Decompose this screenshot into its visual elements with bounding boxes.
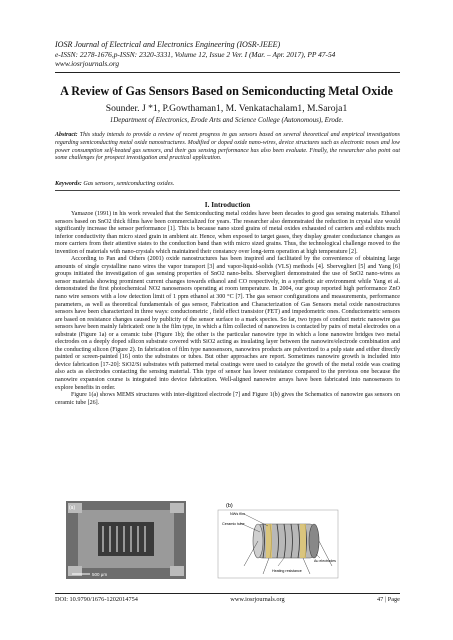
keywords <box>55 180 400 188</box>
callout-au-electrodes: Au electrodes <box>314 559 336 563</box>
paragraph-1: Yamazoe (1991) in his work revealed that the Semiconducting metal oxides have been decades to good gas sensing materials. Ethanol sensors based on SnO2 thick films have been commercialized for years. The researcher also demonstrated the reduction in crystal size would significantly increase the sensor performance [1]. This is because nano sized grains of metal oxides exhausted of carriers and exhibits much inferior conductivity than micro sized grain in ambient air. Hence, when exposed to target gases, they display greater conductance changes as more carriers from their attentive states to the conduction band than with micro sized grains. Thus, the technological challenge moved to the invention of materials with nano-crystals which maintained their constancy over long-term operation at high temperature [2]. <box>55 211 400 255</box>
footer-doi: DOI: 10.9790/1676-1202014754 <box>55 596 138 603</box>
tube-end <box>309 524 319 558</box>
au-electrode <box>266 524 272 558</box>
paragraph-3: Figure 1(a) shows MEMS structures with inter-digitized electrode [7] and Figure 1(b) gives the Schematics of nanowire gas sensors on ceramic tube [26]. <box>55 392 400 406</box>
journal-site[interactable]: www.iosrjournals.org <box>55 58 120 68</box>
footer-site[interactable]: www.iosrjournals.org <box>230 596 285 603</box>
paper-affiliation: 1Department of Electronics, Erode Arts and Science College (Autonomous), Erode. <box>109 116 344 124</box>
callout-heating-resistance: Heating resistance <box>272 569 302 573</box>
figure-1a <box>66 501 186 579</box>
scale-bar-label: 500 μm <box>92 572 108 577</box>
contact-pad <box>170 566 184 576</box>
body-text <box>55 211 400 407</box>
paper-authors: Sounder. J *1, P.Gowthaman1, M. Venkatachalam1, M.Saroja1 <box>105 103 348 114</box>
footer-rule <box>55 593 400 594</box>
figure-1 <box>58 500 398 582</box>
callout-ceramic-tube: Ceramic tube <box>222 522 245 526</box>
contact-pad <box>170 503 184 513</box>
figure-1b <box>218 503 338 578</box>
footer-page: 47 | Page <box>377 596 400 603</box>
journal-header <box>55 40 405 68</box>
section-heading: I. Introduction <box>204 201 251 209</box>
panel-a-label: (a) <box>69 505 76 511</box>
callout-nw-film: NWs film <box>230 512 246 516</box>
paper-title: A Review of Gas Sensors Based on Semiconducting Metal Oxide <box>60 84 393 98</box>
page-footer <box>55 596 400 603</box>
keywords-rule <box>55 190 400 191</box>
keywords-label: Keywords: <box>55 180 82 187</box>
mems-center <box>98 522 154 556</box>
abstract-text: This study intends to provide a review of recent progress in gas sensors based on several theoretical and empirical investigations regarding semiconducting metal oxide nanostructures. Modified or doped oxide nano-wires, device structures such as electronic noses and low power consumption self-heated gas sensors, and their gas sensing performance has also been evaluate. Finally, the researcher also point out some challenges for prospect investigation and practical application. <box>55 132 401 162</box>
paragraph-2: According to Pan and Others (2001) oxide nanostructures has been inspired and facilitated by the convenience of obtaining large amounts of single crystalline nano wires the vapor transport [3] and vapor-liquid-solids (VLS) methods [4]. Sberveglieri [5] and Yang [6] groups initiated the investigation of gas sensing properties of SnO2 nano-belts. Sberveglieri demonstrated the use of SnO2 nano-wires as sensor materials showing prominent current changes towards ethanol and CO respectively, in a synthetic air environment while Yang et al. demonstrated the first photochemical NO2 nanosensors operating at room temperature. In 2004, our group reported high performance ZnO nano wire sensors with a low detection limit of 1 ppm ethanol at 300 °C [7]. The gas sensor configurations and measurements, performance parameters, as well as theoretical fundamentals of gas sensor, Fabrication and Characterization of Gas Sensors metal oxide nanostructures sensors have been characterized in three ways: conductometric , field effect transistor (FET) and impedometric ones. Conductometric sensors are based on resistance changes caused by publicity of the sensor surface to a mark species. So far, two types of conduct metric nanowire gas sensors have been mainly fabricated: one is the film type, in which a film collected of nanowires is contacted by pairs of metal electrodes on a substrate (Figure 1a) or a ceramic tube (Figure 1b); the other is the particular nanowire type in which a lone nanowire bridges two metal electrodes on a deeply doped silicon substrate covered with SiO2 acting as insulating layer between the nanowire/electrode combination and the conducting silicon (Figure 2). In fabrication of film type nanosensors, nanowires products are pulverized to a pulp state and either directly painted or screen-painted [16] onto the substrates or tubes. But other approaches are report. Sometimes nanowire growth is included into device fabrication [17-20]: SiO2/Si substrates with patterned metal coatings were used to catalyze the growth of the metal oxide was coating also acts as electrodes contacting the sensing material. This type of sensor has lower resistance compared to the previous one because the nanowire expansion course is integrated into device fabrication. Well-aligned nanowire arrays have been fabricated into nanosensors to explore benefits in order. <box>55 256 400 391</box>
journal-name: IOSR Journal of Electrical and Electronics Engineering (IOSR-JEEE) <box>55 40 281 49</box>
journal-issn: e-ISSN: 2278-1676,p-ISSN: 2320-3331, Volume 12, Issue 2 Ver. I (Mar. – Apr. 2017), PP 47-54 <box>55 49 336 59</box>
keywords-text: Gas sensors, semiconducting oxides. <box>83 180 175 187</box>
au-electrode <box>300 524 306 558</box>
abstract <box>55 132 400 163</box>
abstract-label: Abstract: <box>55 132 78 138</box>
header-rule <box>55 72 400 73</box>
panel-b-label: (b) <box>226 503 233 509</box>
